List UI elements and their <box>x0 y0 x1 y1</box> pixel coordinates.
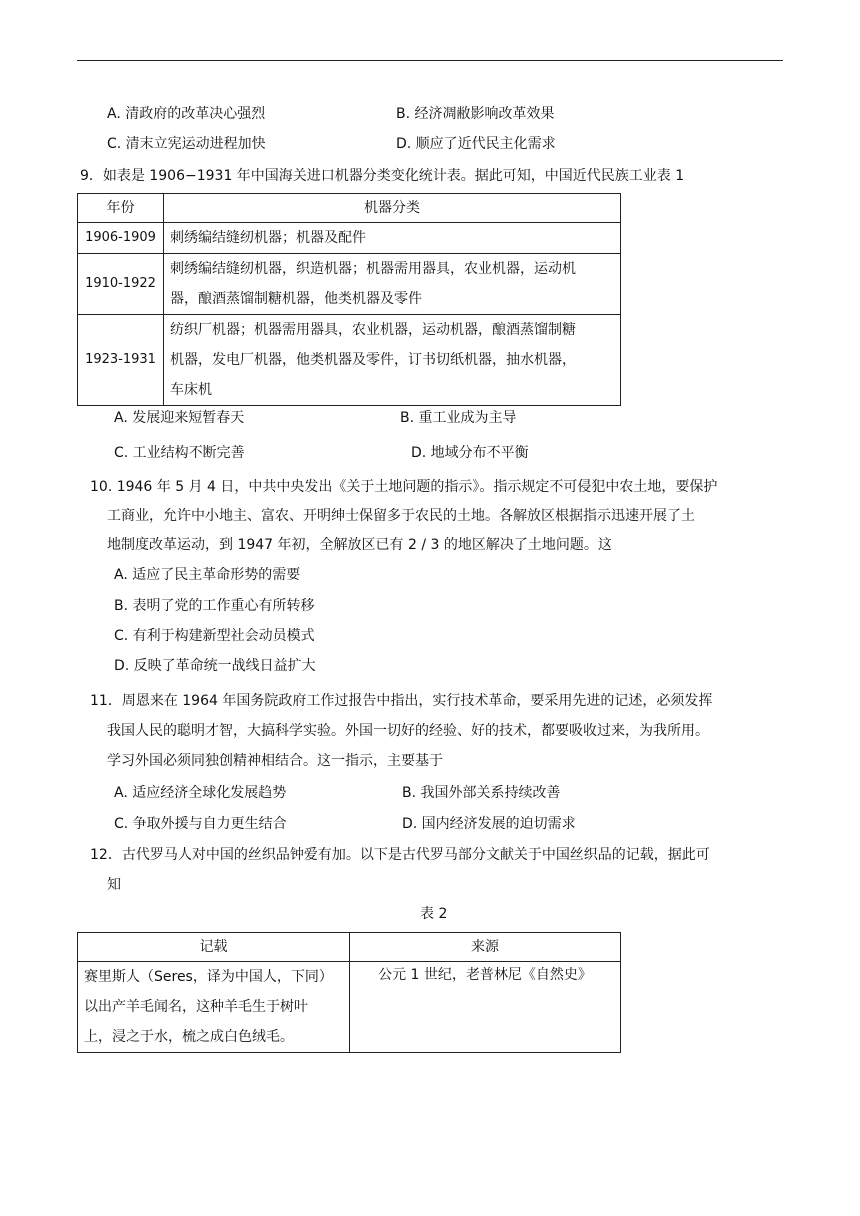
column-header-category: 机器分类 <box>164 194 621 223</box>
table-caption: 表 2 <box>420 906 448 922</box>
q12-stem-line1: 12．古代罗马人对中国的丝织品钟爱有加。以下是古代罗马部分文献关于中国丝织品的记载，据此可 <box>90 847 710 863</box>
q8-option-a: A. 清政府的改革决心强烈 <box>107 106 266 122</box>
q9-option-d: D. 地域分布不平衡 <box>411 445 529 461</box>
q10-stem-line1: 10. 1946 年 5 月 4 日，中共中央发出《关于土地问题的指示》。指示规定不可侵犯中农土地，要保护 <box>90 479 718 495</box>
q10-option-b: B. 表明了党的工作重心有所转移 <box>114 598 315 614</box>
table-row <box>78 315 621 406</box>
q12-stem-line2: 知 <box>107 877 121 893</box>
year-cell: 1923-1931 <box>78 315 164 406</box>
category-cell: 刺绣编结缝纫机器，织造机器；机器需用器具，农业机器，运动机 器，酿酒蒸馏制糖机器，他类机器及零件 <box>164 254 621 315</box>
q10-stem-line3: 地制度改革运动，到 1947 年初，全解放区已有 2 / 3 的地区解决了土地问题。这 <box>107 537 612 553</box>
q11-option-c: C. 争取外援与自力更生结合 <box>114 816 287 832</box>
column-header-year: 年份 <box>78 194 164 223</box>
q9-stem: 9．如表是 1906−1931 年中国海关进口机器分类变化统计表。据此可知，中国近代民族工业表 1 <box>80 168 685 184</box>
category-cell: 纺织厂机器；机器需用器具，农业机器，运动机器，酿酒蒸馏制糖 机器，发电厂机器，他类机器及零件，订书切纸机器，抽水机器， 车床机 <box>164 315 621 406</box>
column-header-source: 来源 <box>350 933 621 962</box>
q9-option-a: A. 发展迎来短暂春天 <box>114 410 245 426</box>
q11-option-d: D. 国内经济发展的迫切需求 <box>402 816 576 832</box>
q10-stem-line2: 工商业，允许中小地主、富农、开明绅士保留多于农民的土地。各解放区根据指示迅速开展了土 <box>107 508 695 524</box>
q10-option-a: A. 适应了民主革命形势的需要 <box>114 567 301 583</box>
q11-option-b: B. 我国外部关系持续改善 <box>402 785 561 801</box>
table-header-row <box>78 933 621 962</box>
column-header-record: 记载 <box>78 933 350 962</box>
q9-option-b: B. 重工业成为主导 <box>400 410 517 426</box>
q8-option-b: B. 经济凋敝影响改革效果 <box>396 106 555 122</box>
table-row <box>78 223 621 254</box>
header-rule <box>77 60 783 61</box>
table-row <box>78 254 621 315</box>
q11-stem-line1: 11．周恩来在 1964 年国务院政府工作过报告中指出，实行技术革命，要采用先进的记述，必须发挥 <box>90 693 713 709</box>
q10-option-c: C. 有利于构建新型社会动员模式 <box>114 628 315 644</box>
q8-option-d: D. 顺应了近代民主化需求 <box>396 136 556 152</box>
q9-table <box>77 193 621 406</box>
q8-option-c: C. 清末立宪运动进程加快 <box>107 136 266 152</box>
table-row <box>78 962 621 1053</box>
q9-option-c: C. 工业结构不断完善 <box>114 445 245 461</box>
q11-stem-line3: 学习外国必须同独创精神相结合。这一指示，主要基于 <box>107 753 443 769</box>
table-header-row <box>78 194 621 223</box>
record-cell: 赛里斯人（Seres，译为中国人，下同） 以出产羊毛闻名，这种羊毛生于树叶 上，浸之于水，梳之成白色绒毛。 <box>78 962 350 1053</box>
category-cell: 刺绣编结缝纫机器；机器及配件 <box>164 223 621 254</box>
q11-option-a: A. 适应经济全球化发展趋势 <box>114 785 287 801</box>
year-cell: 1910-1922 <box>78 254 164 315</box>
q10-option-d: D. 反映了革命统一战线日益扩大 <box>114 658 316 674</box>
q11-stem-line2: 我国人民的聪明才智，大搞科学实验。外国一切好的经验、好的技术，都要吸收过来，为我所用。 <box>107 723 709 739</box>
q12-table <box>77 932 621 1053</box>
year-cell: 1906-1909 <box>78 223 164 254</box>
source-cell: 公元 1 世纪，老普林尼《自然史》 <box>350 962 621 1053</box>
